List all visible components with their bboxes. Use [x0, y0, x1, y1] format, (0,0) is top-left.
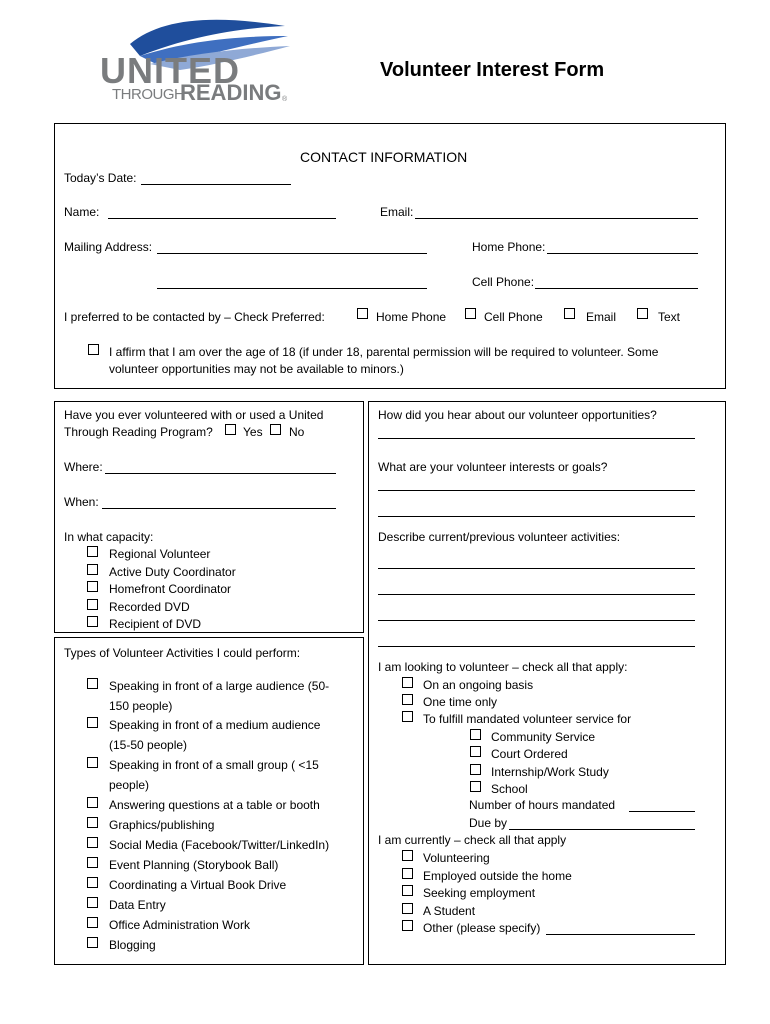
checkbox-activity-9[interactable]	[87, 857, 98, 868]
capacity-label: In what capacity:	[64, 530, 154, 544]
activity-continued-5: people)	[109, 778, 150, 792]
volunteered-question-1: Have you ever volunteered with or used a United	[64, 408, 324, 422]
checkbox-role-3[interactable]	[87, 599, 98, 610]
where-label: Where:	[64, 460, 103, 474]
checkbox-mandated-2[interactable]	[470, 764, 481, 775]
checkbox-role-2[interactable]	[87, 581, 98, 592]
option-mandated-2: Internship/Work Study	[491, 764, 609, 779]
volunteered-question-2: Through Reading Program?	[64, 425, 213, 439]
describe-field-4[interactable]	[378, 646, 695, 647]
checkbox-activity-4[interactable]	[87, 757, 98, 768]
hours-label: Number of hours mandated	[469, 798, 616, 812]
checkbox-activity-6[interactable]	[87, 797, 98, 808]
name-label: Name:	[64, 205, 100, 219]
option-activity-8: Social Media (Facebook/Twitter/LinkedIn)	[109, 838, 330, 852]
option-home-phone: Home Phone	[376, 310, 447, 324]
activity-continued-1: 150 people)	[109, 699, 173, 713]
currently-label: I am currently – check all that apply	[378, 833, 567, 847]
contact-heading: CONTACT INFORMATION	[300, 149, 468, 165]
mailing-address-label: Mailing Address:	[64, 240, 153, 254]
option-activity-4: Speaking in front of a small group ( <15	[109, 758, 319, 772]
option-activity-12: Office Administration Work	[109, 918, 250, 932]
checkbox-activity-2[interactable]	[87, 717, 98, 728]
option-currently-3: A Student	[423, 903, 476, 918]
due-label: Due by	[469, 816, 508, 830]
option-currently-0: Volunteering	[423, 851, 490, 865]
option-activity-7: Graphics/publishing	[109, 818, 215, 832]
checkbox-role-0[interactable]	[87, 546, 98, 557]
checkbox-looking-2[interactable]	[402, 711, 413, 722]
other-specify-field[interactable]	[546, 934, 695, 935]
todays-date-field[interactable]	[141, 184, 291, 185]
email-field[interactable]	[415, 218, 698, 219]
logo-registered: ®	[282, 96, 288, 103]
checkbox-activity-10[interactable]	[87, 877, 98, 888]
option-mandated-3: School	[491, 781, 528, 796]
checkbox-role-1[interactable]	[87, 564, 98, 575]
checkbox-mandated-3[interactable]	[470, 781, 481, 792]
checkbox-activity-11[interactable]	[87, 897, 98, 908]
logo-reading: READING	[180, 80, 282, 105]
option-role-4: Recipient of DVD	[109, 617, 202, 631]
checkbox-currently-0[interactable]	[402, 850, 413, 861]
interests-field-1[interactable]	[378, 490, 695, 491]
option-email: Email	[586, 310, 617, 324]
hear-field[interactable]	[378, 438, 695, 439]
checkbox-activity-7[interactable]	[87, 817, 98, 828]
checkbox-activity-8[interactable]	[87, 837, 98, 848]
home-phone-field[interactable]	[547, 253, 698, 254]
checkbox-currently-1[interactable]	[402, 868, 413, 879]
affirm-text-2: volunteer opportunities may not be available to minors.)	[109, 362, 404, 376]
activity-continued-3: (15-50 people)	[109, 738, 188, 752]
option-currently-4: Other (please specify)	[423, 921, 541, 935]
checkbox-currently-3[interactable]	[402, 903, 413, 914]
where-field[interactable]	[105, 473, 336, 474]
describe-label: Describe current/previous volunteer activities:	[378, 530, 621, 544]
hear-label: How did you hear about our volunteer opportunities?	[378, 408, 657, 422]
when-field[interactable]	[102, 508, 336, 509]
option-looking-1: One time only	[423, 695, 498, 709]
checkbox-currently-4[interactable]	[402, 920, 413, 931]
option-currently-1: Employed outside the home	[423, 868, 572, 883]
option-activity-9: Event Planning (Storybook Ball)	[109, 858, 279, 872]
describe-field-1[interactable]	[378, 568, 695, 569]
checkbox-no[interactable]	[270, 424, 281, 435]
option-cell-phone: Cell Phone	[484, 310, 543, 324]
checkbox-home-phone[interactable]	[357, 308, 368, 319]
activities-heading: Types of Volunteer Activities I could perform:	[64, 646, 301, 660]
option-text: Text	[658, 310, 681, 324]
checkbox-activity-13[interactable]	[87, 937, 98, 948]
logo-through: THROUGH	[112, 86, 185, 103]
looking-label: I am looking to volunteer – check all that apply:	[378, 660, 628, 674]
describe-field-2[interactable]	[378, 594, 695, 595]
name-field[interactable]	[108, 218, 336, 219]
option-role-3: Recorded DVD	[109, 599, 190, 614]
option-activity-6: Answering questions at a table or booth	[109, 798, 320, 812]
home-phone-label: Home Phone:	[472, 240, 546, 254]
hours-field[interactable]	[629, 811, 695, 812]
option-mandated-1: Court Ordered	[491, 747, 568, 762]
checkbox-looking-1[interactable]	[402, 694, 413, 705]
checkbox-cell-phone[interactable]	[465, 308, 476, 319]
option-activity-10: Coordinating a Virtual Book Drive	[109, 878, 287, 892]
option-looking-0: On an ongoing basis	[423, 678, 534, 692]
when-label: When:	[64, 495, 99, 509]
page-title: Volunteer Interest Form	[380, 59, 605, 81]
option-yes: Yes	[243, 425, 263, 439]
interests-label: What are your volunteer interests or goals?	[378, 460, 608, 474]
checkbox-email[interactable]	[564, 308, 575, 319]
checkbox-role-4[interactable]	[87, 616, 98, 627]
option-role-0: Regional Volunteer	[109, 547, 211, 561]
mailing-address-field-2[interactable]	[157, 288, 427, 289]
todays-date-label: Today’s Date:	[64, 171, 137, 185]
option-activity-0: Speaking in front of a large audience (50-	[109, 679, 330, 693]
option-activity-11: Data Entry	[109, 898, 166, 912]
option-currently-2: Seeking employment	[423, 886, 536, 900]
cell-phone-field[interactable]	[535, 288, 698, 289]
describe-field-3[interactable]	[378, 620, 695, 621]
preferred-contact-label: I preferred to be contacted by – Check Preferred:	[64, 310, 325, 324]
checkbox-mandated-1[interactable]	[470, 746, 481, 757]
logo-united: UNITED	[100, 50, 240, 91]
checkbox-affirm-age[interactable]	[88, 344, 99, 355]
option-looking-2: To fulfill mandated volunteer service for	[423, 712, 632, 726]
option-role-2: Homefront Coordinator	[109, 582, 232, 596]
cell-phone-label: Cell Phone:	[472, 275, 535, 289]
checkbox-mandated-0[interactable]	[470, 729, 481, 740]
option-role-1: Active Duty Coordinator	[109, 564, 236, 579]
option-activity-2: Speaking in front of a medium audience	[109, 718, 321, 732]
checkbox-yes[interactable]	[225, 424, 236, 435]
option-no: No	[289, 425, 305, 439]
option-mandated-0: Community Service	[491, 730, 596, 744]
checkbox-activity-12[interactable]	[87, 917, 98, 928]
checkbox-looking-0[interactable]	[402, 677, 413, 688]
checkbox-activity-0[interactable]	[87, 678, 98, 689]
checkbox-currently-2[interactable]	[402, 885, 413, 896]
option-activity-13: Blogging	[109, 938, 156, 952]
email-label: Email:	[380, 205, 414, 219]
affirm-text-1: I affirm that I am over the age of 18 (if under 18, parental permission will be required to volunteer. Some	[109, 345, 659, 359]
mailing-address-field[interactable]	[157, 253, 427, 254]
interests-field-2[interactable]	[378, 516, 695, 517]
checkbox-text[interactable]	[637, 308, 648, 319]
due-field[interactable]	[509, 829, 695, 830]
